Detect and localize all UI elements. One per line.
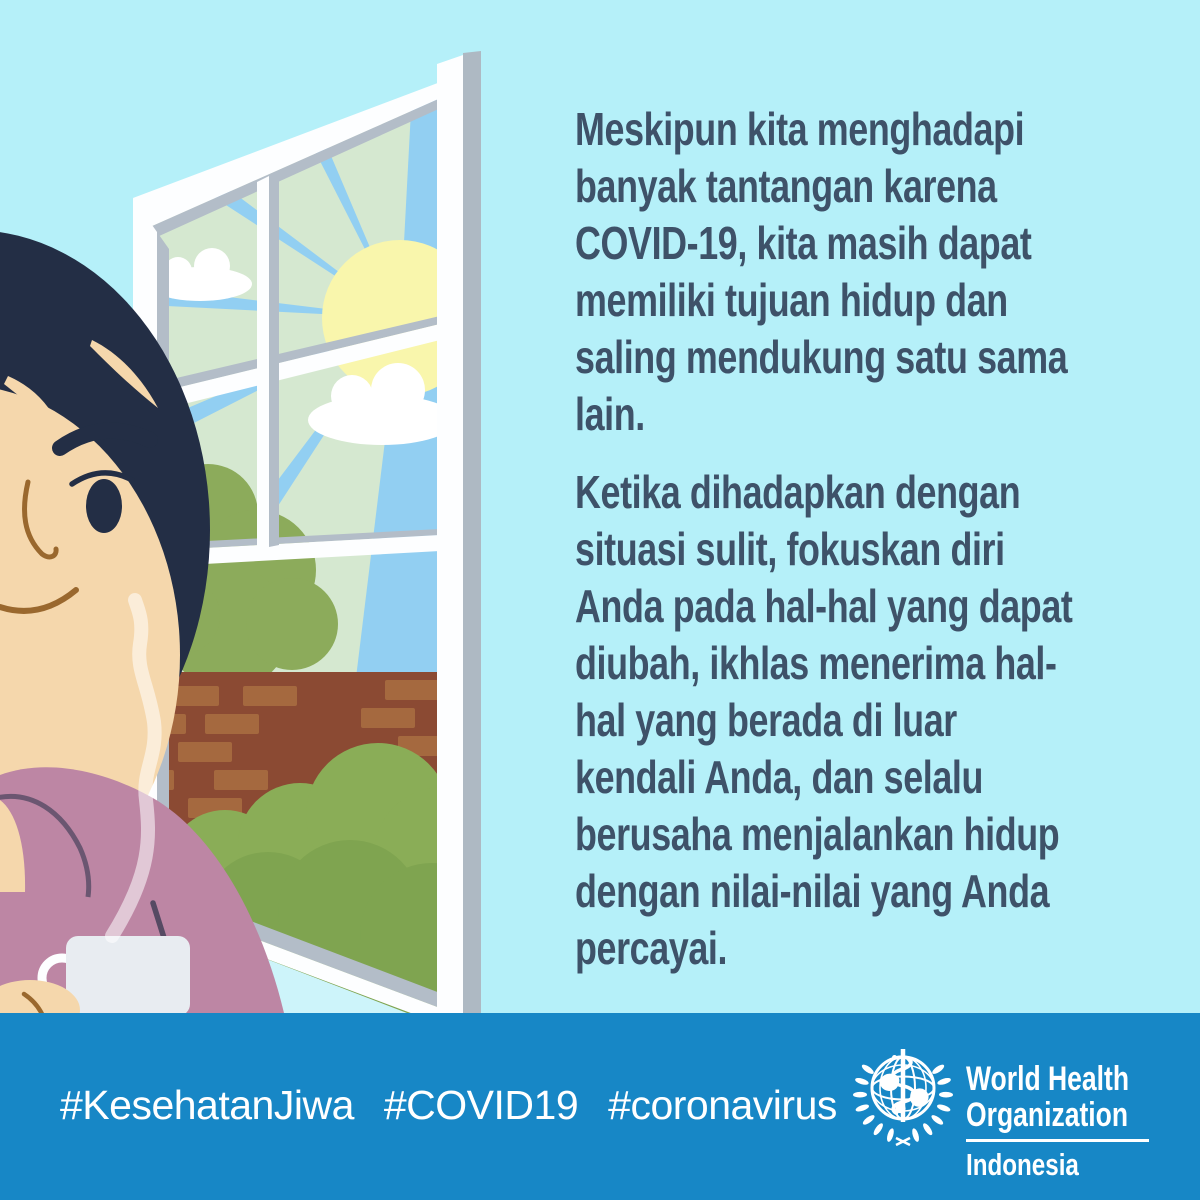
text-line: situasi sulit, fokuskan diri [575, 523, 1005, 575]
who-divider [966, 1139, 1149, 1142]
paragraph-2 [575, 464, 1200, 977]
text-line: hal yang berada di luar [575, 694, 957, 746]
text-line: Anda pada hal-hal yang dapat [575, 580, 1073, 632]
text-line: percayai. [575, 922, 728, 974]
footer-bar [0, 1013, 1200, 1200]
hashtags [60, 1084, 837, 1127]
text-line: Ketika dihadapkan dengan [575, 466, 1021, 518]
who-country: Indonesia [966, 1147, 1079, 1182]
who-name-line2: Organization [966, 1096, 1129, 1134]
text-line: berusaha menjalankan hidup [575, 808, 1060, 860]
text-line: Meskipun kita menghadapi [575, 103, 1025, 155]
text-line: lain. [575, 388, 645, 440]
eye [86, 479, 122, 533]
who-emblem-icon [853, 1042, 953, 1160]
text-line: kendali Anda, dan selalu [575, 751, 984, 803]
window-scene-illustration [0, 0, 540, 1013]
text-line: saling mendukung satu sama [575, 331, 1068, 383]
hashtag-covid19: #COVID19 [383, 1082, 579, 1128]
hashtag-coronavirus: #coronavirus [608, 1082, 837, 1128]
who-name-line1: World Health [966, 1060, 1130, 1098]
text-line: dengan nilai-nilai yang Anda [575, 865, 1050, 917]
hashtag-kesehatanjiwa: #KesehatanJiwa [60, 1082, 354, 1128]
paragraph-1 [575, 101, 1200, 443]
text-line: diubah, ikhlas menerima hal- [575, 637, 1057, 689]
coffee-mug [66, 936, 190, 1013]
who-name [966, 1061, 1186, 1133]
text-line: memiliki tujuan hidup dan [575, 274, 1008, 326]
text-line: COVID-19, kita masih dapat [575, 217, 1032, 269]
who-logo [966, 1061, 1186, 1181]
text-line: banyak tantangan karena [575, 160, 997, 212]
